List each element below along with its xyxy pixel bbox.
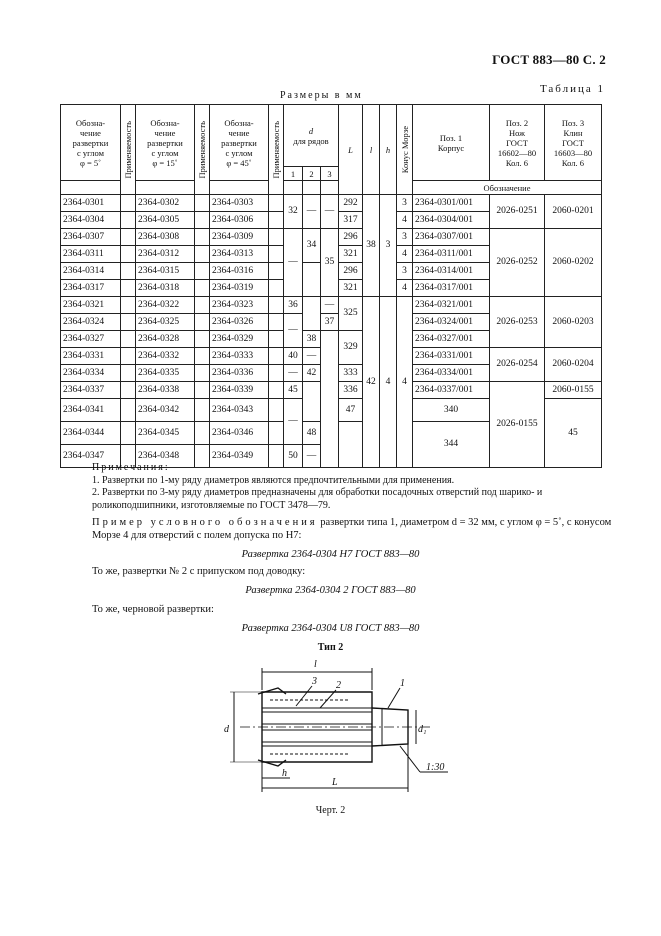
dim-h-label: h (282, 768, 287, 779)
cell: 2364-0308 (136, 229, 195, 246)
cell: 2364-0323 (210, 297, 269, 314)
cell: 2364-0315 (136, 263, 195, 280)
cell: — (321, 195, 339, 229)
pos-3-label: 3 (312, 676, 317, 687)
cell: 2026-0253 (490, 297, 545, 348)
cell: 2060-0155 (545, 382, 602, 399)
cell: 2060-0201 (545, 195, 602, 229)
th-r3: 3 (321, 167, 339, 181)
cell: 47 (339, 399, 363, 422)
example-text-3: То же, черновой развертки: (92, 604, 214, 615)
example-text: развертки типа 1, диаметром d = 32 мм, с углом φ = 5˚, с конусом Морзе 4 для отверстий с полем допуска по Н7: (92, 517, 612, 541)
cell: 32 (284, 195, 303, 229)
cell: 3 (397, 195, 413, 212)
th-h: h (380, 105, 397, 195)
cell: 38 (363, 195, 380, 297)
cell: 2364-0316 (210, 263, 269, 280)
cell: 4 (397, 212, 413, 229)
cell: — (303, 195, 321, 229)
cell: 2364-0345 (136, 422, 195, 445)
cell: 2364-0349 (210, 445, 269, 468)
dimensions-table (60, 104, 602, 468)
th-poz1: Поз. 1 Корпус (413, 105, 490, 181)
reamer-drawing (200, 650, 460, 800)
taper-label: 1:30 (426, 762, 445, 773)
cell: 2364-0305 (136, 212, 195, 229)
th-morse: Конус Морзе (397, 105, 413, 195)
dim-d1-label: d₁ (418, 724, 427, 735)
cell: 317 (339, 212, 363, 229)
notes-title: Примечания: (92, 462, 170, 473)
designation-2: Развертка 2364-0304 2 ГОСТ 883—80 (245, 585, 416, 596)
cell: 344 (413, 422, 490, 468)
cell: 2026-0252 (490, 229, 545, 297)
cell: 2060-0203 (545, 297, 602, 348)
cell: 2364-0322 (136, 297, 195, 314)
cell: 292 (339, 195, 363, 212)
cell: 2364-0335 (136, 365, 195, 382)
cell: 2364-0309 (210, 229, 269, 246)
cell: 2364-0317/001 (413, 280, 490, 297)
cell: 45 (284, 382, 303, 399)
note-2: 2. Развертки по 3-му ряду диаметров предназначены для обработки посадочных отверстий под шарико- и роликоподшипники, изготовляемые по ГОСТ 3478—79. (92, 487, 543, 511)
cell: 2364-0324/001 (413, 314, 490, 331)
cell: 2026-0155 (490, 382, 545, 468)
cell: 3 (397, 263, 413, 280)
cell: 2364-0304/001 (413, 212, 490, 229)
cell: 2364-0313 (210, 246, 269, 263)
example-block (92, 516, 612, 542)
cell: 4 (380, 297, 397, 468)
cell: 296 (339, 263, 363, 280)
th-l: l (363, 105, 380, 195)
cell: 45 (545, 399, 602, 468)
cell: 2364-0301/001 (413, 195, 490, 212)
cell: 2364-0307 (61, 229, 121, 246)
cell: 2060-0204 (545, 348, 602, 382)
cell: 2364-0334 (61, 365, 121, 382)
cell: 2364-0342 (136, 399, 195, 422)
notes-block (92, 462, 612, 512)
th-blank6 (321, 181, 339, 195)
th-poz2: Поз. 2 Нож ГОСТ 16602—80 Кол. 6 (490, 105, 545, 181)
dim-d-label: d (224, 724, 229, 735)
cell: 321 (339, 280, 363, 297)
cell: 36 (284, 297, 303, 314)
table-row (61, 297, 602, 314)
note-1: 1. Развертки по 1-му ряду диаметров являются предпочтительными для применения. (92, 474, 455, 486)
cell: 34 (303, 229, 321, 263)
cell: — (303, 445, 321, 468)
th-r2: 2 (303, 167, 321, 181)
cell: 2364-0301 (61, 195, 121, 212)
th-d: d для рядов (284, 105, 339, 167)
pos-1-label: 1 (400, 678, 405, 689)
cell: 2364-0314/001 (413, 263, 490, 280)
cell: 2364-0336 (210, 365, 269, 382)
th-poz3: Поз. 3 Клин ГОСТ 16603—80 Кол. 6 (545, 105, 602, 181)
cell: 2364-0314 (61, 263, 121, 280)
cell: 2026-0251 (490, 195, 545, 229)
cell: 50 (284, 445, 303, 468)
table-row (61, 195, 602, 212)
cell: 2364-0304 (61, 212, 121, 229)
cell: 2060-0202 (545, 229, 602, 297)
cell: 4 (397, 246, 413, 263)
cell: 2364-0341 (61, 399, 121, 422)
cell: 2364-0343 (210, 399, 269, 422)
cell: 2364-0347 (61, 445, 121, 468)
cell: 3 (397, 229, 413, 246)
cell: 2364-0348 (136, 445, 195, 468)
th-prim3: Применяемость (269, 105, 284, 195)
drawing-type-label: Тип 2 (317, 642, 344, 653)
cell: 2364-0324 (61, 314, 121, 331)
th-blank1 (61, 181, 121, 195)
cell: 2364-0321 (61, 297, 121, 314)
cell: 2364-0328 (136, 331, 195, 348)
th-blank5 (303, 181, 321, 195)
cell: 2364-0329 (210, 331, 269, 348)
cell: 2364-0311 (61, 246, 121, 263)
cell: — (284, 365, 303, 382)
cell: 37 (321, 314, 339, 331)
cell: 2364-0317 (61, 280, 121, 297)
example-text-2: То же, развертки № 2 с припуском под доводку: (92, 566, 306, 577)
table-row (61, 229, 602, 246)
th-prim2: Применяемость (195, 105, 210, 195)
th-r1: 1 (284, 167, 303, 181)
cell: 296 (339, 229, 363, 246)
cell: 2364-0331 (61, 348, 121, 365)
cell: 2364-0331/001 (413, 348, 490, 365)
cell: — (303, 348, 321, 365)
cell: 2364-0334/001 (413, 365, 490, 382)
cell: 2364-0333 (210, 348, 269, 365)
cell: 40 (284, 348, 303, 365)
cell: — (321, 297, 339, 314)
cell: 2364-0303 (210, 195, 269, 212)
drawing-caption: Черт. 2 (315, 805, 346, 816)
cell: 2364-0337 (61, 382, 121, 399)
cell: 2364-0325 (136, 314, 195, 331)
cell: 2364-0321/001 (413, 297, 490, 314)
cell: 2364-0332 (136, 348, 195, 365)
cell: 2364-0339 (210, 382, 269, 399)
designation-3: Развертка 2364-0304 U8 ГОСТ 883—80 (241, 623, 420, 634)
units-label: Размеры в мм (280, 90, 363, 101)
cell: 48 (303, 422, 321, 445)
cell: 4 (397, 297, 413, 468)
cell: — (284, 399, 303, 445)
cell: 2364-0312 (136, 246, 195, 263)
cell: 4 (397, 280, 413, 297)
cell: 42 (303, 365, 321, 382)
th-oboz: Обозначение (413, 181, 602, 195)
cell: 2364-0307/001 (413, 229, 490, 246)
cell: 2364-0306 (210, 212, 269, 229)
cell: 2364-0327 (61, 331, 121, 348)
cell: 2364-0311/001 (413, 246, 490, 263)
cell: 2364-0302 (136, 195, 195, 212)
th-col2: Обозна- чение развертки с углом φ = 15˚ (136, 105, 195, 181)
cell: 321 (339, 246, 363, 263)
th-prim1: Применяемость (121, 105, 136, 195)
cell: 329 (339, 331, 363, 365)
cell: 2364-0318 (136, 280, 195, 297)
cell: 325 (339, 297, 363, 331)
cell: 340 (413, 399, 490, 422)
cell: 3 (380, 195, 397, 297)
cell: 2364-0327/001 (413, 331, 490, 348)
cell: 2364-0346 (210, 422, 269, 445)
cell: — (284, 229, 303, 297)
th-blank4 (284, 181, 303, 195)
cell: 2364-0344 (61, 422, 121, 445)
cell: 38 (303, 331, 321, 348)
dim-L-label: L (332, 777, 338, 788)
cell: 333 (339, 365, 363, 382)
designation-1: Развертка 2364-0304 Н7 ГОСТ 883—80 (241, 549, 420, 560)
th-blank2 (136, 181, 195, 195)
page-header: ГОСТ 883—80 С. 2 (492, 52, 606, 67)
th-blank3 (210, 181, 269, 195)
cell: 336 (339, 382, 363, 399)
table-label: Таблица 1 (539, 83, 605, 95)
cell: 35 (321, 229, 339, 297)
example-lead: Пример условного обозначения (92, 517, 318, 528)
cell: 2364-0319 (210, 280, 269, 297)
cell: — (284, 314, 303, 348)
cell: 2364-0337/001 (413, 382, 490, 399)
cell: 2364-0338 (136, 382, 195, 399)
cell: 2026-0254 (490, 348, 545, 382)
cell: 2364-0326 (210, 314, 269, 331)
dim-l-label: l (314, 659, 317, 670)
pos-2-label: 2 (336, 680, 341, 691)
th-col1: Обозна- чение развертки с углом φ = 5˚ (61, 105, 121, 181)
cell: 42 (363, 297, 380, 468)
th-col3: Обозна- чение развертки с углом φ = 45˚ (210, 105, 269, 181)
th-L: L (339, 105, 363, 195)
